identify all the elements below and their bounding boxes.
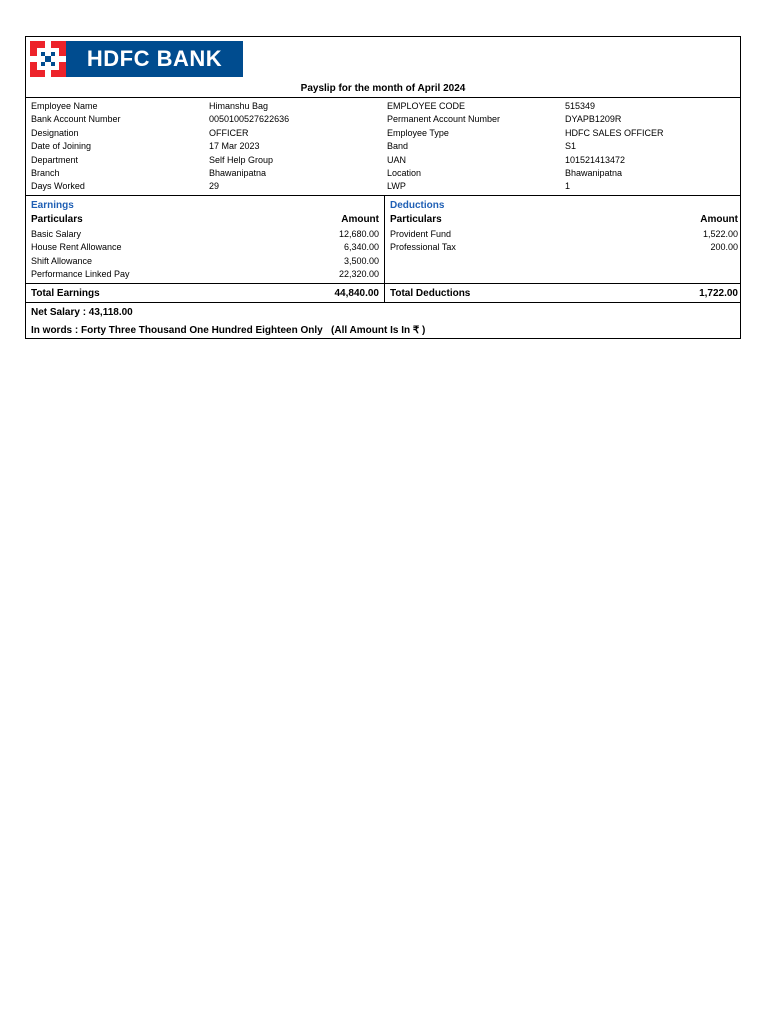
info-label: UAN <box>387 155 407 165</box>
column-divider <box>384 195 385 303</box>
total-deductions-amount: 1,722.00 <box>699 288 738 299</box>
deduction-amount: 200.00 <box>710 242 738 252</box>
info-label: Employee Name <box>31 101 98 111</box>
deductions-heading: Deductions <box>390 200 445 211</box>
net-salary: Net Salary : 43,118.00 <box>31 307 133 318</box>
payslip-title: Payslip for the month of April 2024 <box>300 83 466 94</box>
info-label: Employee Type <box>387 128 449 138</box>
info-value: 515349 <box>565 101 596 111</box>
info-label: Department <box>31 155 79 165</box>
info-label: Location <box>387 168 422 178</box>
earnings-particulars-header: Particulars <box>31 214 83 225</box>
info-value: 0050100527622636 <box>209 114 290 124</box>
info-label: Designation <box>31 128 79 138</box>
info-label: LWP <box>387 181 406 191</box>
divider <box>26 302 740 303</box>
net-in-words: In words : Forty Three Thousand One Hundred Eighteen Only (All Amount Is In ₹ ) <box>31 325 426 336</box>
info-value: S1 <box>565 141 577 151</box>
divider <box>26 97 740 98</box>
info-label: Bank Account Number <box>31 114 121 124</box>
earning-name: Basic Salary <box>31 229 82 239</box>
deductions-amount-header: Amount <box>700 214 738 225</box>
earning-name: Shift Allowance <box>31 256 93 266</box>
earnings-amount-header: Amount <box>341 214 379 225</box>
info-value: DYAPB1209R <box>565 114 622 124</box>
info-label: Band <box>387 141 409 151</box>
info-value: 29 <box>209 181 220 191</box>
info-value: HDFC SALES OFFICER <box>565 128 664 138</box>
info-value: Self Help Group <box>209 155 274 165</box>
info-value: 101521413472 <box>565 155 626 165</box>
info-value: Himanshu Bag <box>209 101 269 111</box>
divider <box>26 195 740 196</box>
payslip <box>25 36 741 339</box>
total-earnings-amount: 44,840.00 <box>334 288 379 299</box>
deductions-particulars-header: Particulars <box>390 214 442 225</box>
deduction-name: Provident Fund <box>390 229 452 239</box>
divider <box>26 283 740 284</box>
earning-amount: 22,320.00 <box>338 269 379 279</box>
total-deductions-label: Total Deductions <box>390 288 471 299</box>
hdfc-logo <box>30 41 243 77</box>
earning-name: House Rent Allowance <box>31 242 122 252</box>
info-label: Permanent Account Number <box>387 114 501 124</box>
info-value: 17 Mar 2023 <box>209 141 260 151</box>
earning-amount: 3,500.00 <box>343 256 379 266</box>
info-value: 1 <box>565 181 571 191</box>
hdfc-logo-mark-icon <box>30 41 66 77</box>
info-label: Date of Joining <box>31 141 92 151</box>
earning-amount: 12,680.00 <box>338 229 379 239</box>
logo-text: HDFC BANK <box>66 41 243 77</box>
deduction-name: Professional Tax <box>390 242 456 252</box>
info-value: OFFICER <box>209 128 249 138</box>
info-label: EMPLOYEE CODE <box>387 101 466 111</box>
info-value: Bhawanipatna <box>565 168 623 178</box>
earnings-heading: Earnings <box>31 200 74 211</box>
earning-amount: 6,340.00 <box>343 242 379 252</box>
total-earnings-label: Total Earnings <box>31 288 100 299</box>
info-label: Days Worked <box>31 181 85 191</box>
earning-name: Performance Linked Pay <box>31 269 130 279</box>
info-value: Bhawanipatna <box>209 168 267 178</box>
deduction-amount: 1,522.00 <box>702 229 738 239</box>
info-label: Branch <box>31 168 60 178</box>
